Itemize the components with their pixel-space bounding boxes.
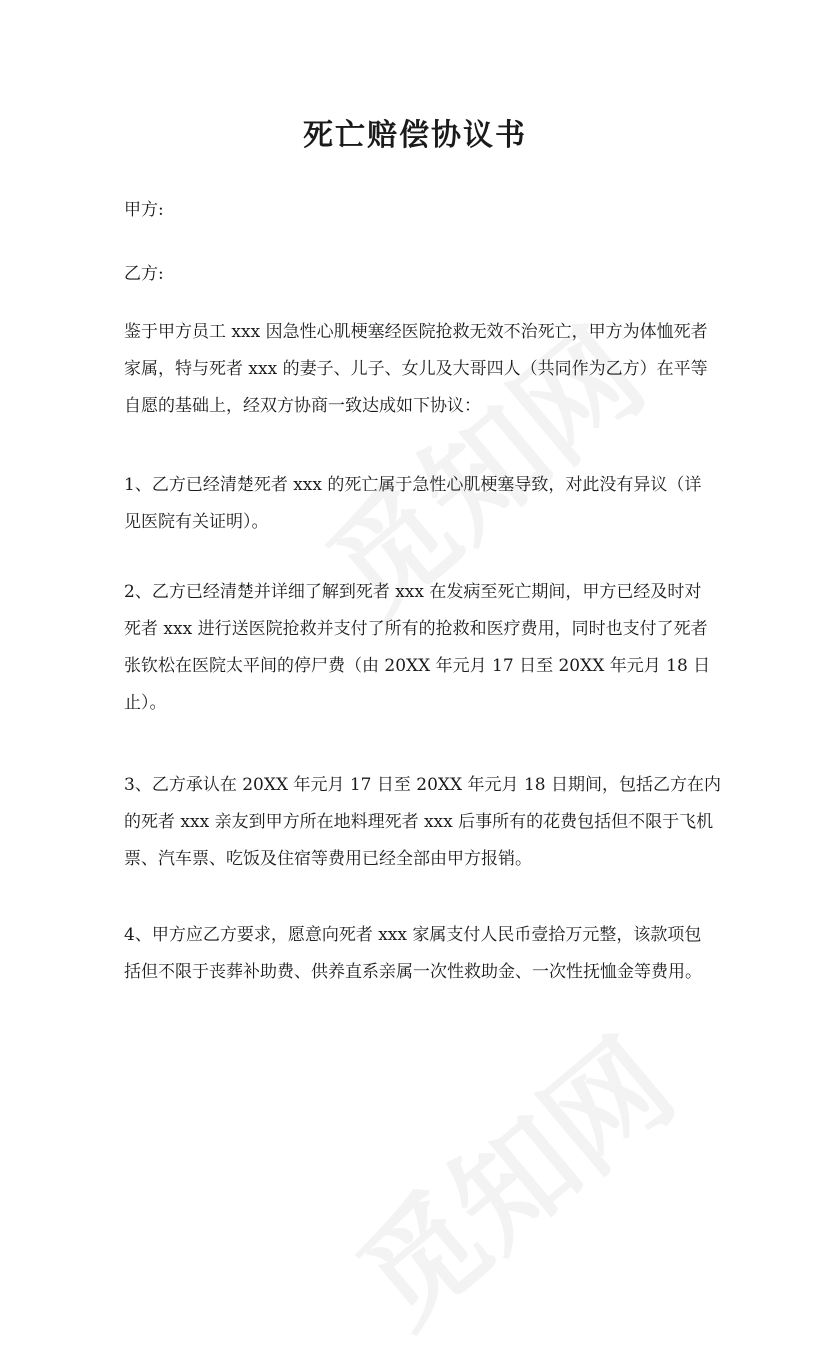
- clause-3: [124, 767, 721, 878]
- party-b-label: 乙方:: [124, 264, 164, 284]
- paragraph-line: 张钦松在医院太平间的停尸费（由 20XX 年元月 17 日至 20XX 年元月 18 日: [124, 656, 711, 676]
- paragraph-line: 自愿的基础上，经双方协商一致达成如下协议：: [124, 396, 481, 416]
- paragraph-line: 止）。: [124, 693, 167, 713]
- paragraph-line: 鉴于甲方员工 xxx 因急性心肌梗塞经医院抢救无效不治死亡，甲方为体恤死者: [124, 322, 708, 342]
- paragraph-line: 死者 xxx 进行送医院抢救并支付了所有的抢救和医疗费用，同时也支付了死者: [124, 619, 708, 639]
- paragraph-line: 4、甲方应乙方要求，愿意向死者 xxx 家属支付人民币壹拾万元整，该款项包: [124, 925, 702, 945]
- clause-2: [124, 574, 711, 722]
- paragraph-line: 家属，特与死者 xxx 的妻子、儿子、女儿及大哥四人（共同作为乙方）在平等: [124, 359, 708, 379]
- paragraph-line: 2、乙方已经清楚并详细了解到死者 xxx 在发病至死亡期间，甲方已经及时对: [124, 582, 702, 602]
- paragraph-line: 1、乙方已经清楚死者 xxx 的死亡属于急性心肌梗塞导致，对此没有异议（详: [124, 475, 702, 495]
- paragraph-line: 票、汽车票、吃饭及住宿等费用已经全部由甲方报销。: [124, 849, 532, 869]
- document-title: 死亡赔偿协议书: [303, 118, 527, 153]
- clause-4: [124, 917, 704, 991]
- paragraph-line: 3、乙方承认在 20XX 年元月 17 日至 20XX 年元月 18 日期间，包括乙方在内: [124, 775, 721, 795]
- paragraph-line: 的死者 xxx 亲友到甲方所在地料理死者 xxx 后事所有的花费包括但不限于飞机: [124, 812, 714, 832]
- party-a-label: 甲方:: [124, 200, 164, 220]
- clause-1: [124, 467, 704, 541]
- paragraph-line: 括但不限于丧葬补助费、供养直系亲属一次性救助金、一次性抚恤金等费用。: [124, 962, 702, 982]
- intro-paragraph: [124, 314, 708, 425]
- watermark-text: [317, 994, 703, 1357]
- paragraph-line: 见医院有关证明）。: [124, 512, 269, 532]
